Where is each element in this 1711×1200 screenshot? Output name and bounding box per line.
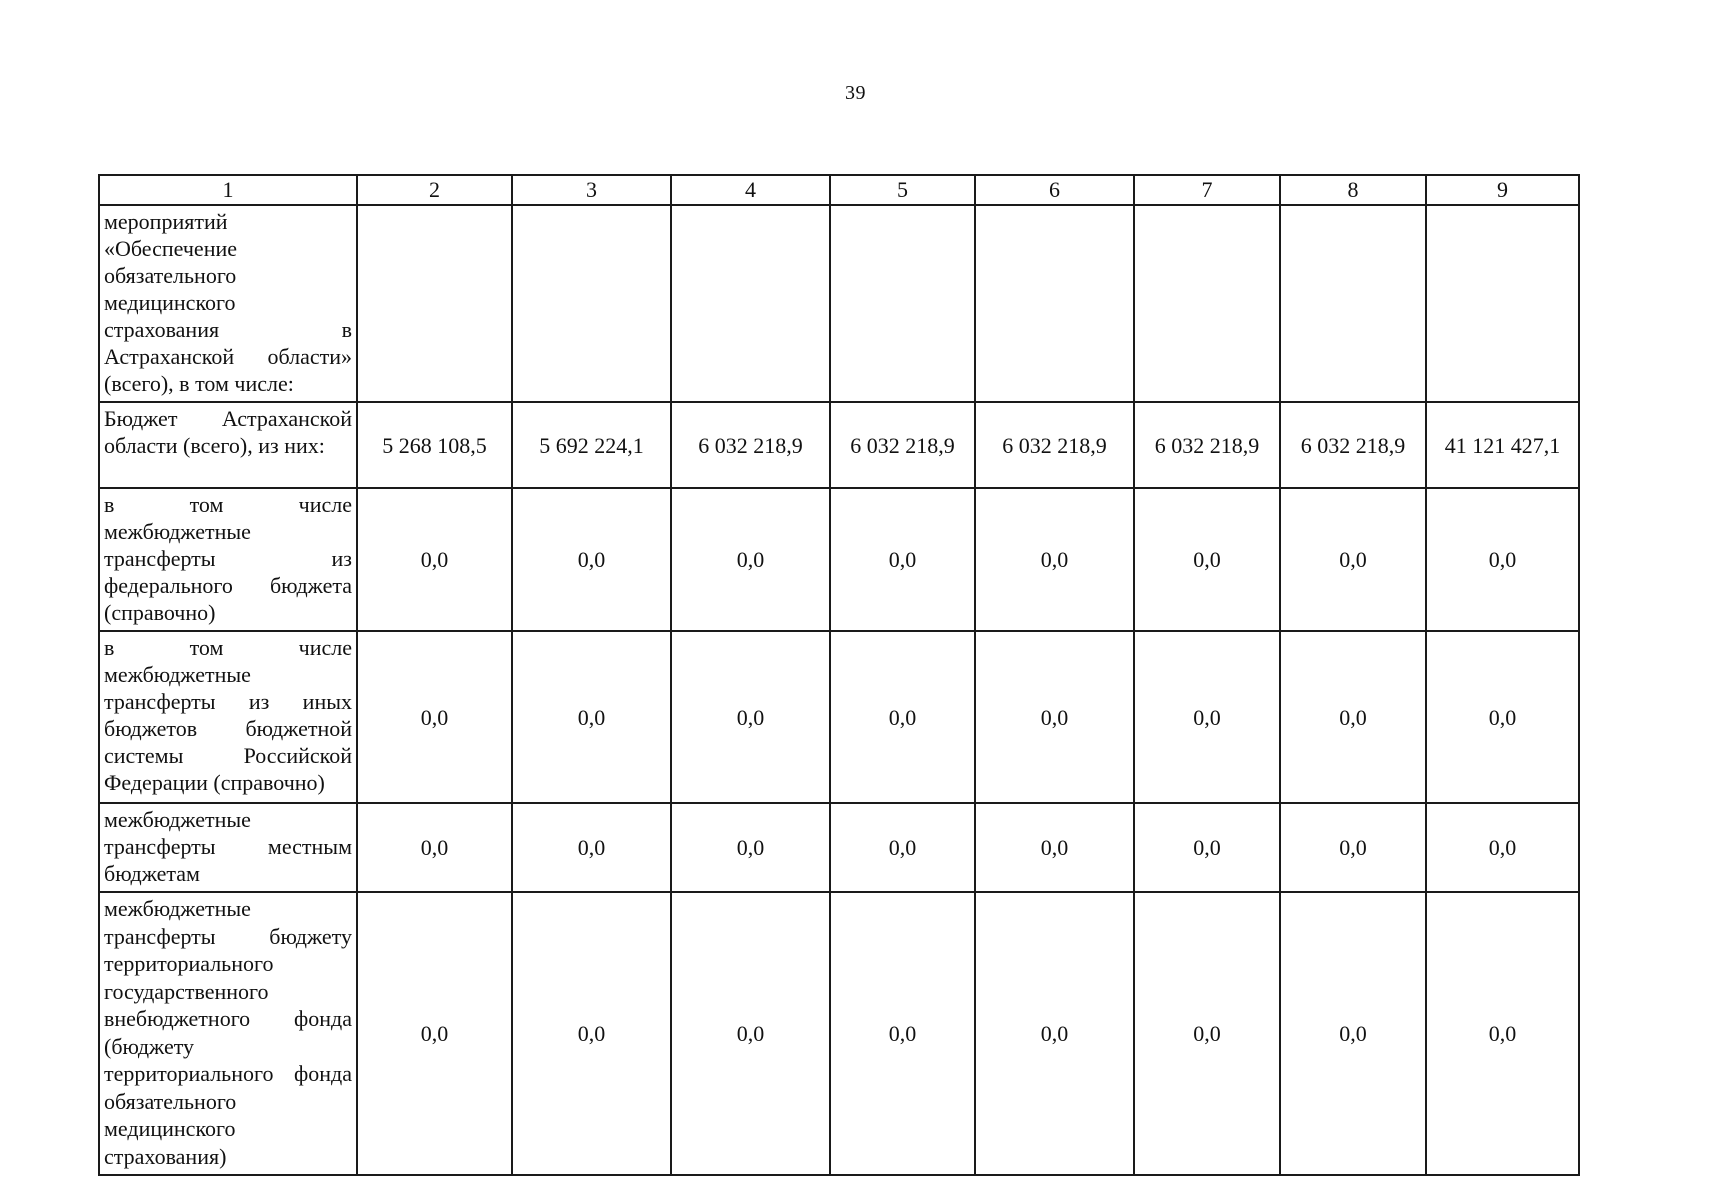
column-number: 4 — [671, 175, 830, 205]
table-row — [99, 488, 1579, 631]
row-label: межбюджетные трансферты местным бюджетам — [99, 803, 357, 892]
table-cell: 0,0 — [1134, 803, 1280, 892]
table-row — [99, 631, 1579, 803]
column-number: 8 — [1280, 175, 1426, 205]
table-cell: 0,0 — [975, 488, 1134, 631]
table-cell: 0,0 — [1280, 892, 1426, 1175]
table-cell: 0,0 — [512, 892, 671, 1175]
column-number: 7 — [1134, 175, 1280, 205]
table-cell — [512, 205, 671, 402]
table-cell: 0,0 — [671, 631, 830, 803]
table-cell: 6 032 218,9 — [830, 402, 975, 488]
page-number: 39 — [845, 82, 866, 104]
column-number: 9 — [1426, 175, 1579, 205]
table-cell: 6 032 218,9 — [1134, 402, 1280, 488]
table-cell: 0,0 — [975, 892, 1134, 1175]
table-cell: 0,0 — [357, 803, 512, 892]
table-cell — [1280, 205, 1426, 402]
table-cell: 0,0 — [512, 631, 671, 803]
table-cell: 0,0 — [357, 892, 512, 1175]
row-label: межбюджетные трансферты бюджету территориального государственного внебюджетного фонда (бюджету территориального фонда обязательного медицинского страхования) — [99, 892, 357, 1175]
table-row — [99, 892, 1579, 1175]
table-cell: 0,0 — [671, 803, 830, 892]
table-cell: 0,0 — [1426, 803, 1579, 892]
row-label: мероприятий «Обеспечение обязательного медицинского страхования в Астраханской области» (всего), в том числе: — [99, 205, 357, 402]
table-cell — [1426, 205, 1579, 402]
budget-table — [98, 174, 1580, 1176]
table-cell — [975, 205, 1134, 402]
table-cell: 0,0 — [1280, 488, 1426, 631]
table-cell: 6 032 218,9 — [671, 402, 830, 488]
table-cell: 5 692 224,1 — [512, 402, 671, 488]
table-cell: 0,0 — [1426, 488, 1579, 631]
table-header-row — [99, 175, 1579, 205]
table-cell: 0,0 — [1280, 631, 1426, 803]
table-cell: 6 032 218,9 — [1280, 402, 1426, 488]
table-cell: 0,0 — [975, 803, 1134, 892]
table-cell: 6 032 218,9 — [975, 402, 1134, 488]
table-row — [99, 402, 1579, 488]
column-number: 5 — [830, 175, 975, 205]
table-cell: 0,0 — [1280, 803, 1426, 892]
table-cell: 0,0 — [1134, 892, 1280, 1175]
table-cell: 0,0 — [671, 488, 830, 631]
row-label: в том числе межбюджетные трансферты из федерального бюджета (справочно) — [99, 488, 357, 631]
table-cell: 41 121 427,1 — [1426, 402, 1579, 488]
table-cell: 0,0 — [512, 803, 671, 892]
table-row — [99, 205, 1579, 402]
table-cell — [357, 205, 512, 402]
table-cell — [671, 205, 830, 402]
table-cell: 0,0 — [357, 488, 512, 631]
column-number: 3 — [512, 175, 671, 205]
table-cell — [830, 205, 975, 402]
table-cell: 0,0 — [1426, 892, 1579, 1175]
column-number: 6 — [975, 175, 1134, 205]
table-cell — [1134, 205, 1280, 402]
table-cell: 0,0 — [1134, 631, 1280, 803]
table-cell: 0,0 — [830, 631, 975, 803]
table-cell: 5 268 108,5 — [357, 402, 512, 488]
table-cell: 0,0 — [1426, 631, 1579, 803]
table-cell: 0,0 — [830, 892, 975, 1175]
table-cell: 0,0 — [975, 631, 1134, 803]
row-label: Бюджет Астраханской области (всего), из них: — [99, 402, 357, 488]
row-label: в том числе межбюджетные трансферты из иных бюджетов бюджетной системы Российской Федерации (справочно) — [99, 631, 357, 803]
table-cell: 0,0 — [830, 803, 975, 892]
table-cell: 0,0 — [830, 488, 975, 631]
table-cell: 0,0 — [357, 631, 512, 803]
column-number: 2 — [357, 175, 512, 205]
table-cell: 0,0 — [512, 488, 671, 631]
table-cell: 0,0 — [671, 892, 830, 1175]
table-cell: 0,0 — [1134, 488, 1280, 631]
column-number: 1 — [99, 175, 357, 205]
table-row — [99, 803, 1579, 892]
